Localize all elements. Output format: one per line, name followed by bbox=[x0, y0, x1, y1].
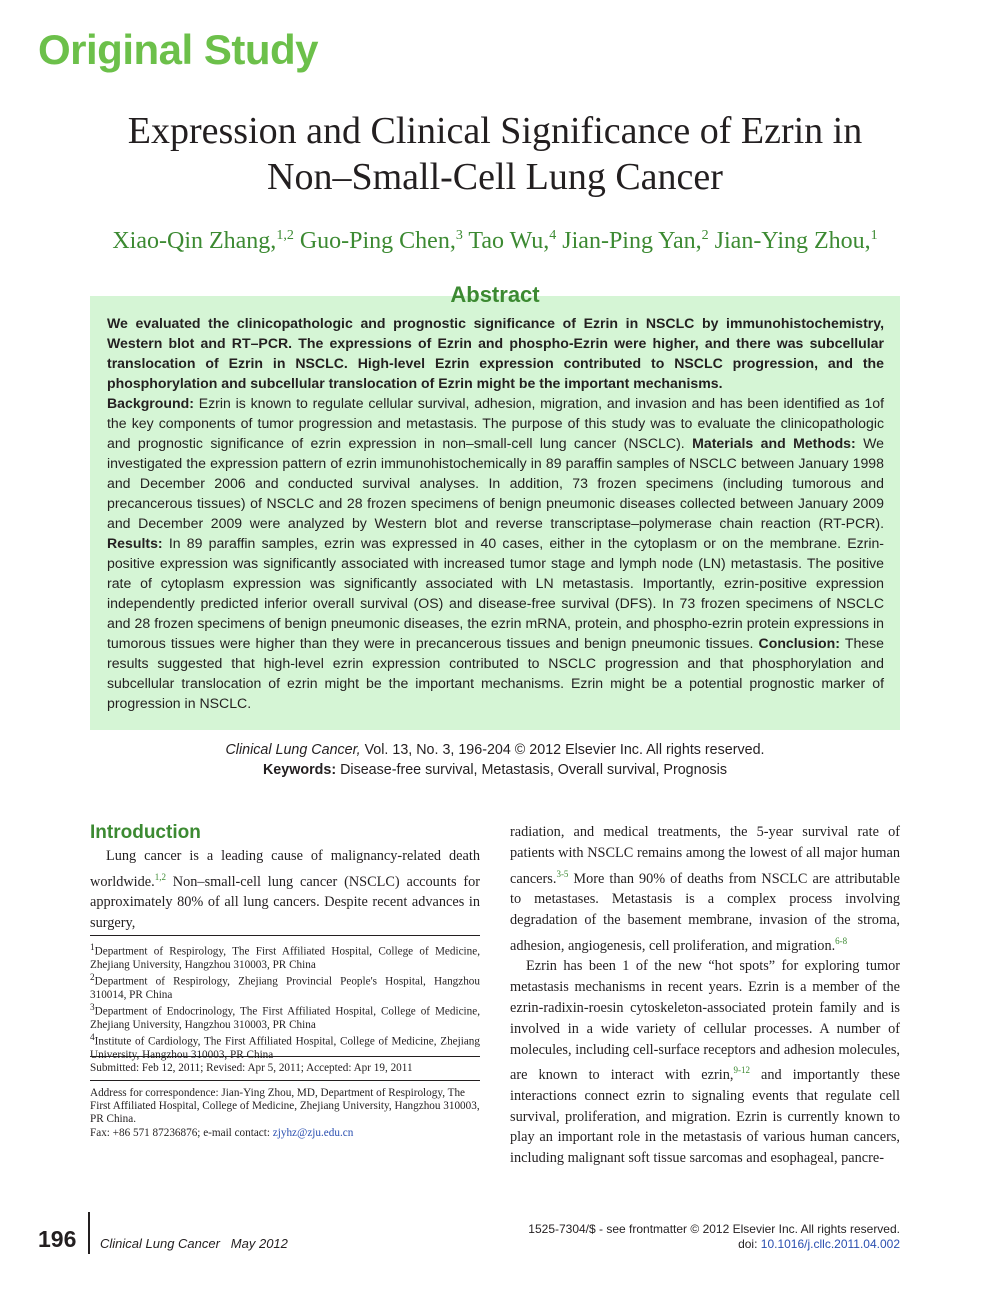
fax-text: Fax: +86 571 87236876; e-mail contact: bbox=[90, 1126, 270, 1139]
affiliation-number: 4 bbox=[90, 1033, 95, 1044]
paragraph-text: Lung cancer is a leading cause of malignancy-related death worldwide. bbox=[90, 848, 480, 890]
article-title bbox=[60, 108, 930, 200]
footnote-divider bbox=[90, 1056, 480, 1057]
reference-link[interactable]: 9-12 bbox=[733, 1065, 750, 1076]
title-line-2: Non–Small-Cell Lung Cancer bbox=[267, 156, 723, 198]
email-link[interactable]: zjyhz@zju.edu.cn bbox=[272, 1126, 354, 1139]
paragraph-text: Non–small-cell lung cancer (NSCLC) accounts for approximately 80% of all lung cancers. Despite recent advances in surgery, bbox=[90, 873, 480, 932]
doi-line bbox=[528, 1237, 900, 1252]
author-list bbox=[60, 228, 930, 255]
methods-text: We investigated the expression pattern of ezrin immunohistochemically in 89 paraffin samples of NSCLC between January 1998 and December 2006 and conducted survival analyses. In addition, 73 frozen specimens (including tumorous and precancerous tissues) of NSCLC and 28 frozen specimens of benign pneumonic diseases collected between January 2009 and December 2009 were analyzed by Western blot and reverse transcriptase–polymerase chain reaction (RT-PCR). bbox=[107, 435, 885, 531]
paragraph-text: More than 90% of deaths from NSCLC are attributable to metastases. Metastasis is a complex process involving degradation of the basement membrane, invasion of the stroma, adhesion, angiogenesis, cell proliferation, and migration. bbox=[510, 870, 900, 954]
abstract-body bbox=[107, 313, 884, 713]
doi-label: doi: bbox=[738, 1237, 758, 1251]
footer-journal bbox=[100, 1236, 288, 1251]
reference-link[interactable]: 3-5 bbox=[556, 868, 569, 879]
footer-divider bbox=[88, 1212, 90, 1254]
footnote-divider bbox=[90, 935, 480, 936]
author-name[interactable]: Tao Wu, bbox=[468, 228, 550, 254]
footnote-divider bbox=[90, 1080, 480, 1081]
author-affiliation-mark: 1 bbox=[870, 228, 878, 243]
affiliation-text: Department of Endocrinology, The First Affiliated Hospital, College of Medicine, Zhejiang University, Hangzhou 310003, PR China bbox=[90, 1006, 480, 1032]
keywords-line bbox=[90, 760, 900, 780]
author-name[interactable]: Jian-Ying Zhou, bbox=[714, 228, 871, 254]
author-affiliation-mark: 3 bbox=[455, 228, 463, 243]
keywords-text: Disease-free survival, Metastasis, Overall survival, Prognosis bbox=[340, 762, 727, 778]
results-label: Results: bbox=[107, 535, 163, 551]
correspondence-address: Address for correspondence: Jian-Ying Zhou, MD, Department of Respirology, The First Affiliated Hospital, College of Medicine, Zhejiang University, Hangzhou 310003, PR China. bbox=[90, 1087, 480, 1126]
column-left-text bbox=[90, 846, 480, 934]
affiliation-item bbox=[90, 1002, 480, 1032]
paragraph-text: radiation, and medical treatments, the 5-year survival rate of patients with NSCLC remains among the lowest of all major human cancers. bbox=[510, 824, 900, 887]
citation-details: Vol. 13, No. 3, 196-204 © 2012 Elsevier Inc. All rights reserved. bbox=[364, 742, 765, 758]
footer-journal-name: Clinical Lung Cancer bbox=[100, 1236, 220, 1251]
section-label: Original Study bbox=[38, 26, 319, 73]
methods-label: Materials and Methods: bbox=[692, 435, 856, 451]
conclusion-label: Conclusion: bbox=[758, 635, 840, 651]
affiliation-text: Department of Respirology, Zhejiang Provincial People's Hospital, Hangzhou 310014, PR China bbox=[90, 975, 480, 1002]
results-text: In 89 paraffin samples, ezrin was expressed in 40 cases, either in the cytoplasm or on the membrane. Ezrin-positive expression was significantly associated with increased tumor stage and lymph node (LN) metastasis. The positive rate of cytoplasm expression was significantly associated with LN metastasis. Importantly, ezrin-positive expression independently predicted inferior overall survival (OS) and disease-free survival (DFS). In 73 frozen specimens of NSCLC and 28 frozen specimens of benign pneumonic diseases, the ezrin mRNA, protein, and phospho-ezrin protein expressions in tumorous tissues were higher than they were in precancerous tissues and benign pneumonic tissues. bbox=[107, 535, 884, 651]
affiliations bbox=[90, 942, 480, 1063]
affiliation-item bbox=[90, 1032, 480, 1062]
reference-link[interactable]: 6-8 bbox=[835, 935, 848, 946]
affiliation-item bbox=[90, 942, 480, 972]
footer-date: May 2012 bbox=[230, 1236, 288, 1251]
intro-paragraph bbox=[90, 846, 480, 934]
affiliation-number: 2 bbox=[90, 973, 95, 984]
affiliation-number: 3 bbox=[90, 1003, 95, 1014]
intro-paragraph bbox=[510, 822, 900, 956]
intro-paragraph bbox=[510, 956, 900, 1169]
correspondence-contact bbox=[90, 1127, 480, 1140]
paragraph-text: Ezrin has been 1 of the new “hot spots” for exploring tumor metastasis mechanisms in recent years. Ezrin is a member of the ezrin-radixin-roesin cytoskeleton-associated protein family and is involved in a wide variety of cellular processes. A number of molecules, including cell-surface receptors and adhesion molecules, are known to interact with ezrin, bbox=[510, 958, 900, 1084]
title-line-1: Expression and Clinical Significance of Ezrin in bbox=[127, 110, 863, 152]
conclusion-text: These results suggested that high-level ezrin expression contributed to NSCLC progression and that phosphorylation and subcellular translocation of ezrin might be the important mechanisms. Ezrin might be a potential prognostic marker of progression in NSCLC. bbox=[107, 635, 885, 711]
page-number: 196 bbox=[38, 1226, 77, 1252]
author-name[interactable]: Jian-Ping Yan, bbox=[562, 228, 702, 254]
affiliation-text: Department of Respirology, The First Affiliated Hospital, College of Medicine, Zhejiang University, Hangzhou 310003, PR China bbox=[90, 945, 480, 971]
affiliation-item bbox=[90, 972, 480, 1002]
affiliation-text: Institute of Cardiology, The First Affiliated Hospital, College of Medicine, Zhejiang bbox=[94, 1036, 480, 1049]
author-affiliation-mark: 2 bbox=[701, 228, 709, 243]
affiliation-number: 1 bbox=[90, 943, 95, 953]
column-right-text bbox=[510, 822, 900, 1169]
background-label: Background: bbox=[107, 395, 194, 411]
abstract-structured bbox=[107, 393, 884, 713]
background-text: Ezrin is known to regulate cellular survival, adhesion, migration, and invasion and has been identified as 1of the key components of tumor progression and metastasis. The purpose of this study was to evaluate the clinicopathologic and prognostic significance of ezrin expression in non–small-cell lung cancer (NSCLC). bbox=[107, 395, 885, 451]
author-name[interactable]: Xiao-Qin Zhang, bbox=[112, 228, 277, 254]
issn-line: 1525-7304/$ - see frontmatter © 2012 Elsevier Inc. All rights reserved. bbox=[528, 1222, 900, 1236]
author-name[interactable]: Guo-Ping Chen, bbox=[299, 228, 456, 254]
author-affiliation-mark: 4 bbox=[549, 228, 557, 243]
author-affiliation-mark: 1,2 bbox=[276, 228, 294, 243]
doi-link[interactable]: 10.1016/j.cllc.2011.04.002 bbox=[760, 1237, 900, 1251]
footer-copyright bbox=[528, 1222, 900, 1252]
reference-link[interactable]: 1,2 bbox=[154, 871, 166, 882]
citation-journal: Clinical Lung Cancer, bbox=[225, 742, 361, 758]
correspondence bbox=[90, 1087, 480, 1140]
citation-block bbox=[90, 740, 900, 780]
keywords-label: Keywords: bbox=[262, 762, 337, 778]
introduction-heading: Introduction bbox=[90, 822, 201, 843]
citation-line bbox=[90, 740, 900, 760]
paragraph-text: and importantly these interactions connect ezrin to signaling events that regulate cell survival, proliferation, and migration. Ezrin is currently known to play an important role in the metastasis of various human cancers, including malignant soft tissue sarcomas and esophageal, pancre- bbox=[510, 1067, 900, 1167]
abstract-heading: Abstract bbox=[450, 282, 540, 307]
abstract-summary: We evaluated the clinicopathologic and prognostic significance of Ezrin in NSCLC by immunohistochemistry, Western blot and RT–PCR. The expressions of Ezrin and phospho-Ezrin were higher, and there was subcellular translocation of Ezrin in NSCLC. High-level Ezrin expression contributed to NSCLC progression, and the phosphorylation and subcellular translocation of Ezrin might be the important mechanisms. bbox=[107, 315, 884, 391]
submission-dates: Submitted: Feb 12, 2011; Revised: Apr 5, 2011; Accepted: Apr 19, 2011 bbox=[90, 1062, 413, 1074]
